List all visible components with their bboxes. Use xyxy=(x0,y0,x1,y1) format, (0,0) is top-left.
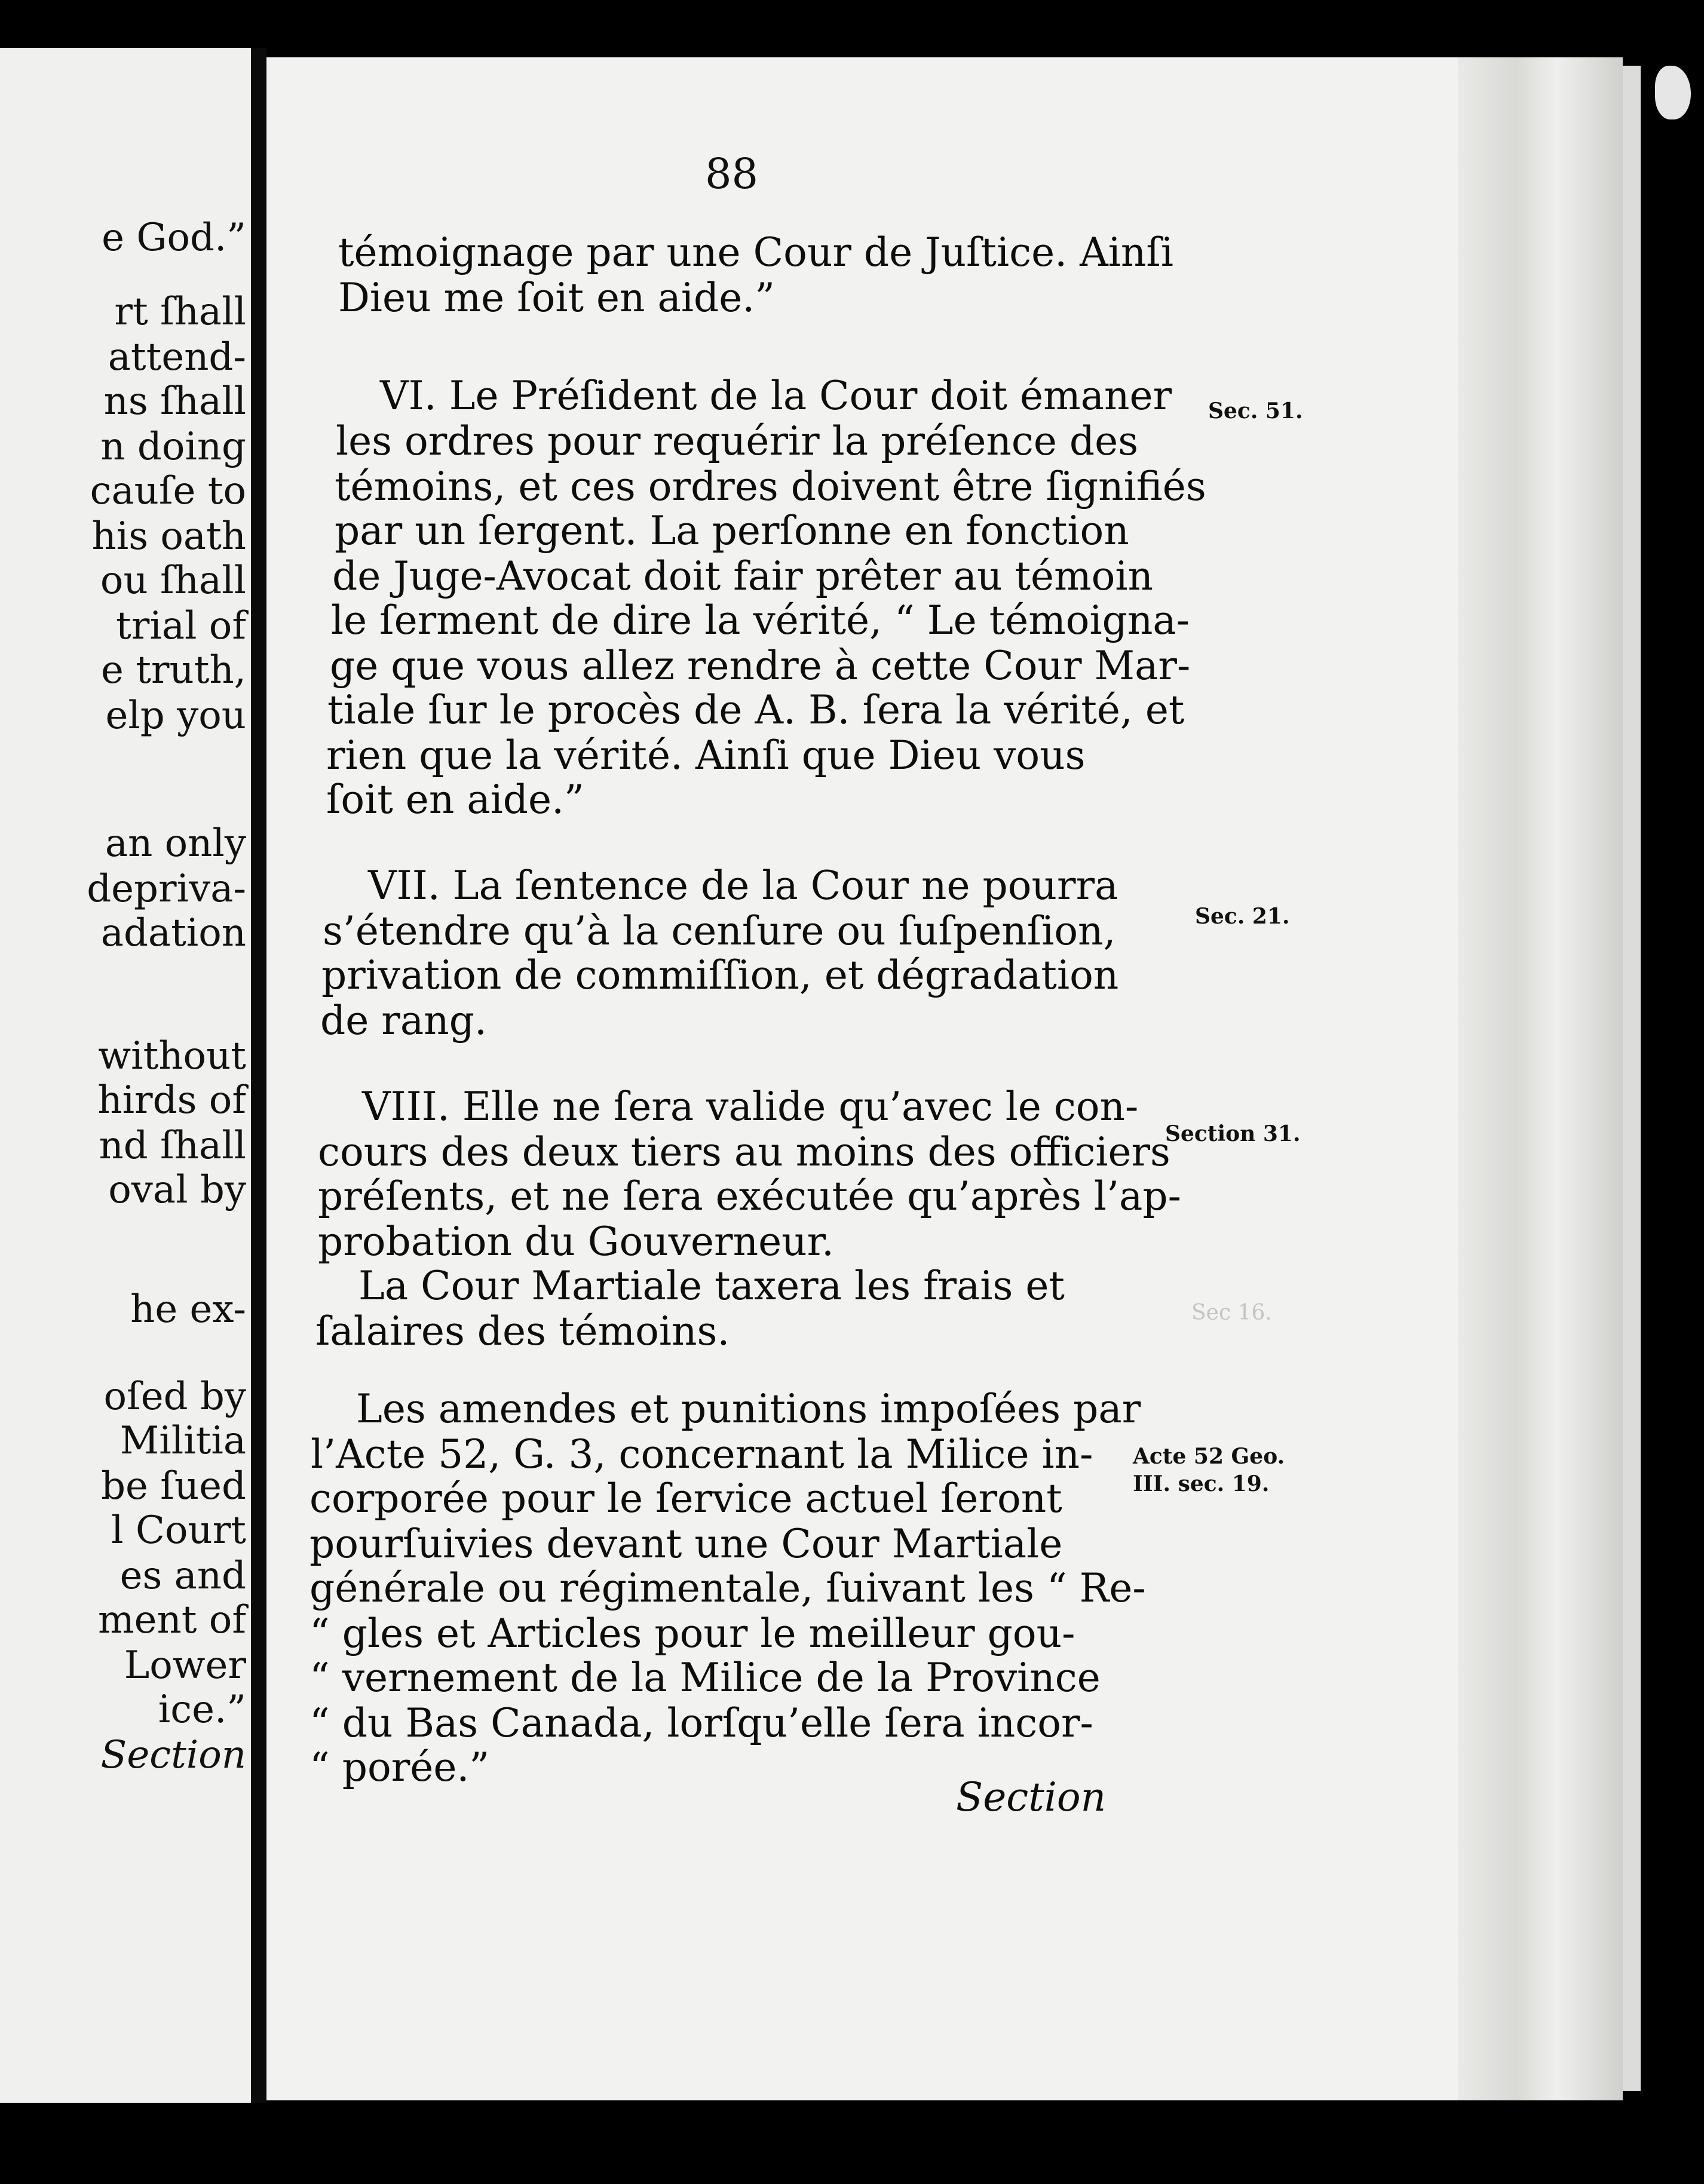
text-line: “ porée.” xyxy=(309,1744,490,1790)
text-line: de Juge-Avocat doit fair prêter au témoin xyxy=(332,553,1154,599)
text-line: corporée pour le ſervice actuel ſeront xyxy=(309,1476,1062,1522)
page-edge-shadow xyxy=(1458,57,1623,2100)
article-vii-heading-line: VII. La ſentence de la Cour ne pourra xyxy=(368,863,1118,909)
text-line: les ordres pour requérir la préſence des xyxy=(336,418,1139,464)
text-line: tiale ſur le procès de A. B. ſera la vérité, et xyxy=(327,687,1185,733)
left-line: ice.” xyxy=(158,1688,246,1732)
left-catchword: Section xyxy=(100,1733,246,1777)
text-line: ſalaires des témoins. xyxy=(315,1308,730,1354)
text-line: cours des deux tiers au moins des officiers xyxy=(318,1129,1170,1175)
left-line: nd ſhall xyxy=(99,1124,246,1168)
text-line: le ſerment de dire la vérité, “ Le témoigna- xyxy=(331,597,1190,643)
article-vi-heading-line: VI. Le Préſident de la Cour doit émaner xyxy=(380,373,1172,419)
paper-fleck xyxy=(1655,66,1691,119)
text-line: privation de commiſſion, et dégradation xyxy=(321,952,1119,998)
left-line: ns ſhall xyxy=(103,379,246,424)
text-line: pourſuivies devant une Cour Martiale xyxy=(309,1521,1063,1567)
text-line: “ gles et Articles pour le meilleur gou- xyxy=(309,1611,1075,1657)
article-viii-heading-line: VIII. Elle ne ſera valide qu’avec le con- xyxy=(362,1084,1139,1130)
left-line: ment of xyxy=(97,1598,246,1642)
left-line: elp you xyxy=(105,694,246,738)
left-line: oſed by xyxy=(103,1375,246,1419)
page-edge-strip xyxy=(1623,66,1641,2091)
page-number: 88 xyxy=(705,149,759,198)
left-line: trial of xyxy=(116,604,246,648)
text-line: de rang. xyxy=(320,998,487,1044)
text-line: Les amendes et punitions impoſées par xyxy=(356,1386,1141,1432)
book-gutter xyxy=(251,48,266,2103)
text-line: La Cour Martiale taxera les frais et xyxy=(358,1263,1065,1309)
left-line: an only xyxy=(105,821,246,866)
left-line: e truth, xyxy=(100,648,246,692)
left-line: es and xyxy=(119,1554,246,1598)
left-line: n doing xyxy=(100,425,246,469)
margin-note-faint: Sec 16. xyxy=(1191,1300,1272,1325)
text-line: préſents, et ne ſera exécutée qu’après l’ap- xyxy=(318,1173,1181,1219)
catchword: Section xyxy=(956,1774,1107,1820)
text-line: ge que vous allez rendre à cette Cour Mar- xyxy=(330,643,1191,689)
margin-note: Section 31. xyxy=(1165,1121,1301,1146)
left-line: Lower xyxy=(124,1643,246,1688)
left-line: he ex- xyxy=(130,1287,246,1332)
left-line: hirds of xyxy=(97,1078,246,1122)
text-line: rien que la vérité. Ainſi que Dieu vous xyxy=(326,732,1086,778)
text-line: témoignage par une Cour de Juſtice. Ainſi xyxy=(338,229,1173,275)
left-line: rt ſhall xyxy=(114,290,246,334)
left-line: ou ſhall xyxy=(100,559,246,603)
margin-note: Sec. 51. xyxy=(1208,398,1303,424)
left-line: adation xyxy=(100,911,246,955)
text-line: probation du Gouverneur. xyxy=(318,1219,834,1265)
text-line: s’étendre qu’à la cenſure ou ſuſpenſion, xyxy=(323,908,1116,954)
left-line: depriva- xyxy=(87,867,246,911)
left-line: oval by xyxy=(108,1168,246,1212)
left-line: without xyxy=(98,1034,246,1078)
left-line: attend- xyxy=(108,335,246,379)
left-line: Militia xyxy=(119,1419,246,1463)
margin-note: Acte 52 Geo. xyxy=(1133,1444,1285,1469)
margin-note: Sec. 21. xyxy=(1195,904,1290,929)
text-line: Dieu me ſoit en aide.” xyxy=(338,275,775,321)
margin-note: III. sec. 19. xyxy=(1133,1471,1270,1496)
left-line: l Court xyxy=(111,1508,246,1553)
text-line: “ du Bas Canada, lorſqu’elle ſera incor- xyxy=(309,1700,1093,1746)
text-line: ſoit en aide.” xyxy=(326,777,584,823)
text-line: témoins, et ces ordres doivent être ſignifiés xyxy=(335,464,1206,510)
text-line: “ vernement de la Milice de la Province xyxy=(309,1655,1101,1701)
left-line: his oath xyxy=(91,514,246,559)
left-facing-page xyxy=(0,48,251,2103)
main-page xyxy=(266,57,1623,2100)
text-line: générale ou régimentale, ſuivant les “ Re- xyxy=(309,1565,1146,1611)
text-line: l’Acte 52, G. 3, concernant la Milice in- xyxy=(311,1431,1093,1477)
left-line: cauſe to xyxy=(90,469,246,513)
text-line: par un ſergent. La perſonne en fonction xyxy=(335,508,1129,554)
left-line: e God.” xyxy=(102,216,246,260)
left-line: be ſued xyxy=(101,1464,246,1508)
